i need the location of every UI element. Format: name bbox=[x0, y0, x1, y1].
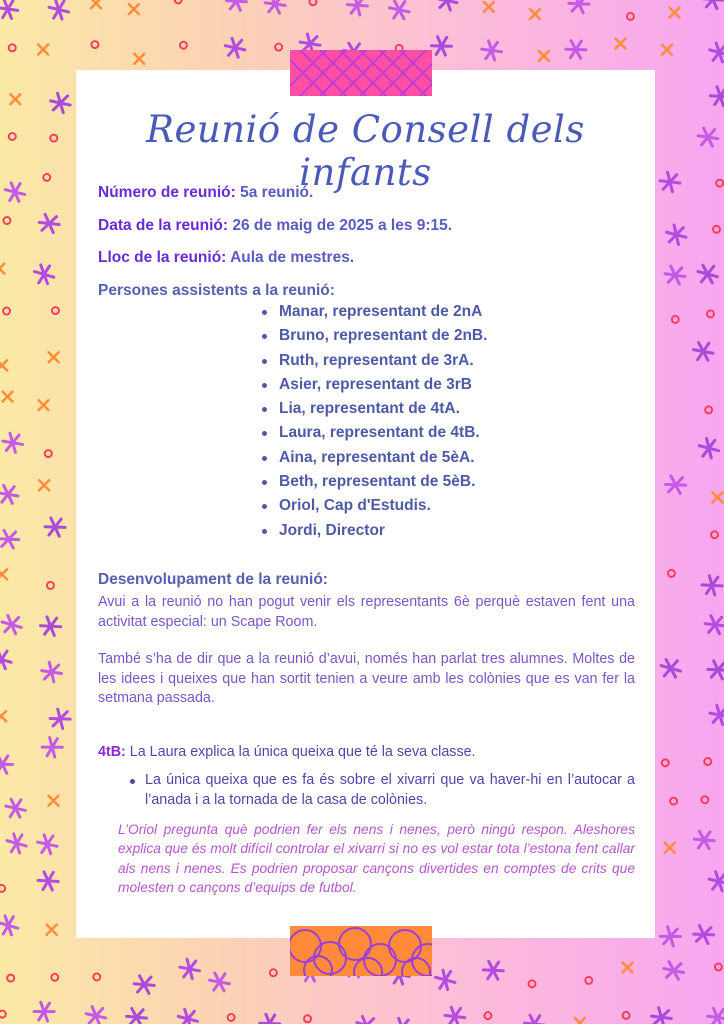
dot-shape bbox=[705, 406, 712, 413]
attendee-item: Oriol, Cap d'Estudis. bbox=[262, 494, 487, 518]
star-shape bbox=[698, 265, 717, 283]
star-shape bbox=[389, 1, 409, 19]
star-shape bbox=[660, 927, 680, 946]
cross-shape bbox=[3, 392, 13, 402]
star-shape bbox=[566, 41, 586, 59]
cross-shape bbox=[91, 0, 101, 8]
dot-shape bbox=[707, 310, 714, 317]
star-shape bbox=[694, 831, 714, 848]
star-shape bbox=[665, 266, 685, 284]
cross-shape bbox=[0, 264, 4, 274]
star-shape bbox=[710, 705, 724, 724]
star-shape bbox=[49, 0, 68, 19]
cross-shape bbox=[38, 44, 48, 54]
dot-shape bbox=[43, 174, 50, 181]
dot-shape bbox=[9, 133, 16, 140]
star-shape bbox=[38, 872, 58, 890]
star-shape bbox=[210, 973, 230, 991]
attendee-item: Laura, representant de 4tB. bbox=[262, 421, 487, 445]
attendee-item: Manar, representant de 2nA bbox=[262, 300, 487, 324]
attendee-item: Asier, representant de 3rB bbox=[262, 373, 487, 397]
development-paragraph-1: Avui a la reunió no han pogut venir els representants 6è perquè estaven fent una activitat especial: un Scape Room. bbox=[98, 594, 635, 630]
star-shape bbox=[42, 662, 62, 681]
dot-shape bbox=[716, 180, 723, 187]
star-shape bbox=[0, 650, 11, 668]
dot-shape bbox=[668, 570, 675, 577]
dot-shape bbox=[304, 1015, 311, 1022]
cross-shape bbox=[713, 492, 723, 502]
dot-shape bbox=[529, 980, 536, 987]
star-shape bbox=[708, 661, 724, 679]
star-shape bbox=[664, 962, 684, 980]
attendees-list bbox=[262, 300, 487, 543]
meeting-date bbox=[98, 217, 452, 235]
dot-shape bbox=[51, 974, 58, 981]
dot-shape bbox=[7, 975, 14, 982]
star-shape bbox=[436, 970, 455, 989]
dot-shape bbox=[3, 308, 10, 315]
star-shape bbox=[134, 976, 154, 994]
cross-shape bbox=[575, 1018, 585, 1024]
dot-shape bbox=[701, 796, 708, 803]
star-shape bbox=[702, 576, 722, 595]
cross-shape bbox=[669, 7, 679, 17]
dot-shape bbox=[9, 44, 16, 51]
dot-shape bbox=[715, 964, 722, 971]
star-shape bbox=[39, 214, 59, 232]
dot-shape bbox=[228, 1014, 235, 1021]
meeting-number-value: 5a reunió. bbox=[240, 184, 314, 201]
star-shape bbox=[0, 755, 12, 773]
class-4tb-text: La Laura explica la única queixa que té la seva classe. bbox=[129, 744, 476, 760]
star-shape bbox=[483, 961, 503, 979]
dot-shape bbox=[713, 226, 720, 233]
star-shape bbox=[708, 1008, 724, 1024]
cross-shape bbox=[530, 9, 540, 19]
star-shape bbox=[569, 0, 589, 13]
star-shape bbox=[667, 225, 686, 244]
dot-shape bbox=[91, 41, 98, 48]
star-shape bbox=[35, 265, 54, 284]
washi-tape-bottom bbox=[290, 926, 432, 976]
star-shape bbox=[127, 1008, 147, 1024]
dot-shape bbox=[175, 0, 182, 3]
star-shape bbox=[357, 1016, 376, 1024]
star-shape bbox=[0, 530, 19, 548]
star-shape bbox=[45, 518, 65, 536]
cross-shape bbox=[0, 711, 6, 721]
dot-shape bbox=[45, 450, 52, 457]
oriol-note: L’Oriol pregunta què podrien fer els nens i nenes, però ningú respon. Aleshores explica que és molt difícil controlar el xivarri si no es vol estar tota l’estona fent callar als nens i nenes. Es podrien proposar cançons divertides en comptes de crits que molesten o cançons d’equips de futbol. bbox=[118, 822, 635, 895]
meeting-number-label: Número de reunió: bbox=[98, 184, 236, 201]
dot-shape bbox=[93, 973, 100, 980]
star-shape bbox=[0, 916, 18, 935]
star-shape bbox=[482, 41, 502, 60]
star-shape bbox=[178, 1009, 197, 1024]
star-shape bbox=[705, 616, 724, 634]
star-shape bbox=[34, 1002, 54, 1021]
cross-shape bbox=[39, 480, 49, 490]
star-shape bbox=[0, 0, 18, 18]
dot-shape bbox=[180, 42, 187, 49]
dot-shape bbox=[52, 307, 59, 314]
dot-shape bbox=[662, 759, 669, 766]
cross-shape bbox=[129, 4, 139, 14]
star-shape bbox=[7, 834, 26, 853]
star-shape bbox=[2, 615, 21, 633]
cross-shape bbox=[662, 45, 672, 55]
meeting-place-label: Lloc de la reunió: bbox=[98, 249, 227, 266]
star-shape bbox=[226, 0, 246, 10]
star-shape bbox=[41, 617, 61, 636]
cross-shape bbox=[48, 796, 58, 806]
star-shape bbox=[703, 0, 723, 9]
cross-shape bbox=[623, 962, 633, 972]
star-shape bbox=[86, 1007, 106, 1024]
dot-shape bbox=[623, 1012, 630, 1019]
dot-shape bbox=[309, 0, 316, 5]
star-shape bbox=[260, 1014, 280, 1024]
star-shape bbox=[445, 1007, 465, 1024]
washi-tape-top bbox=[290, 50, 432, 96]
star-shape bbox=[0, 485, 18, 503]
star-shape bbox=[694, 925, 714, 943]
star-shape bbox=[709, 872, 724, 891]
star-shape bbox=[347, 0, 367, 15]
cross-shape bbox=[615, 39, 625, 49]
attendee-item: Jordi, Director bbox=[262, 519, 487, 543]
dot-shape bbox=[670, 798, 677, 805]
dot-shape bbox=[3, 217, 10, 224]
class-4tb-bullet: La única queixa que es fa és sobre el xivarri que va haver-hi en l’autocar a l’anada i a la tornada de la casa de colònies. bbox=[128, 771, 635, 810]
attendee-item: Bruno, representant de 2nB. bbox=[262, 324, 487, 348]
star-shape bbox=[50, 709, 70, 728]
star-shape bbox=[698, 128, 718, 146]
meeting-date-value: 26 de maig de 2025 a les 9:15. bbox=[232, 217, 453, 234]
dot-shape bbox=[672, 316, 679, 323]
cross-shape bbox=[134, 54, 144, 64]
dot-shape bbox=[50, 135, 57, 142]
star-shape bbox=[661, 660, 680, 678]
cross-shape bbox=[10, 94, 20, 104]
tape-pattern-bottom bbox=[290, 926, 432, 976]
meeting-place-value: Aula de mestres. bbox=[230, 249, 355, 266]
star-shape bbox=[666, 476, 686, 494]
class-4tb-label: 4tB: bbox=[98, 744, 126, 760]
dot-shape bbox=[275, 44, 282, 51]
attendees-heading: Persones assistents a la reunió: bbox=[98, 282, 335, 299]
star-shape bbox=[42, 738, 62, 757]
star-shape bbox=[6, 799, 26, 817]
attendee-item: Lia, representant de 4tA. bbox=[262, 397, 487, 421]
dot-shape bbox=[585, 977, 592, 984]
cross-shape bbox=[0, 569, 7, 579]
attendee-item: Aina, representant de 5èA. bbox=[262, 446, 487, 470]
star-shape bbox=[710, 87, 724, 106]
star-shape bbox=[51, 93, 71, 112]
cross-shape bbox=[47, 925, 57, 935]
star-shape bbox=[693, 343, 713, 361]
meeting-place bbox=[98, 249, 354, 267]
dot-shape bbox=[627, 13, 634, 20]
cross-shape bbox=[39, 400, 49, 410]
dot-shape bbox=[47, 582, 54, 589]
page-title: Reunió de Consell dels infants bbox=[146, 108, 585, 194]
meeting-date-label: Data de la reunió: bbox=[98, 217, 229, 234]
dot-shape bbox=[0, 1011, 6, 1018]
development-heading: Desenvolupament de la reunió: bbox=[98, 571, 328, 588]
meeting-number bbox=[98, 184, 313, 202]
dot-shape bbox=[0, 885, 5, 892]
star-shape bbox=[651, 1008, 671, 1024]
star-shape bbox=[5, 183, 24, 201]
attendee-item: Ruth, representant de 3rA. bbox=[262, 349, 487, 373]
star-shape bbox=[431, 37, 451, 55]
dot-shape bbox=[270, 969, 277, 976]
star-shape bbox=[710, 43, 724, 62]
star-shape bbox=[437, 0, 457, 10]
dot-shape bbox=[484, 1012, 491, 1019]
development-paragraph-2: També s’ha de dir que a la reunió d’avui, només han parlat tres alumnes. Moltes de les idees i queixes que han sortit tenien a veure amb les colònies que es van fer la setmana passada. bbox=[98, 651, 635, 706]
star-shape bbox=[180, 959, 200, 978]
star-shape bbox=[3, 433, 23, 452]
cross-shape bbox=[484, 2, 494, 12]
class-4tb-note bbox=[98, 744, 476, 760]
cross-shape bbox=[539, 51, 549, 61]
dot-shape bbox=[711, 531, 718, 538]
star-shape bbox=[699, 438, 718, 457]
star-shape bbox=[225, 38, 245, 57]
star-shape bbox=[660, 172, 680, 191]
cross-shape bbox=[49, 352, 59, 362]
cross-shape bbox=[665, 843, 675, 853]
star-shape bbox=[525, 1015, 545, 1024]
star-shape bbox=[392, 1018, 412, 1024]
tape-pattern-top bbox=[290, 50, 432, 96]
star-shape bbox=[38, 835, 58, 854]
star-shape bbox=[265, 0, 285, 13]
dot-shape bbox=[704, 758, 711, 765]
attendee-item: Beth, representant de 5èB. bbox=[262, 470, 487, 494]
cross-shape bbox=[0, 360, 7, 370]
